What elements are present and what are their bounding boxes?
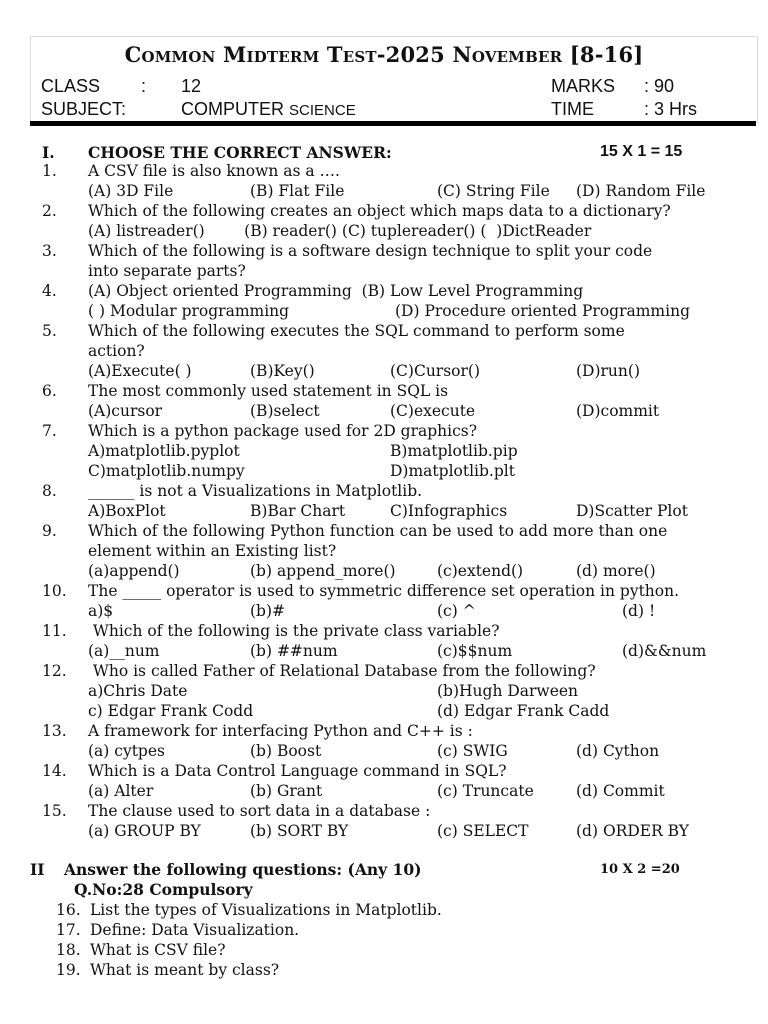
option-b: (b)Hugh Darween (437, 682, 579, 700)
question-number: 17. (56, 921, 81, 939)
option-c: (c) ^ (437, 602, 476, 620)
option-d: (D) Procedure oriented Programming (395, 302, 690, 320)
section-number: II (30, 860, 45, 879)
option-b: (B)select (250, 402, 320, 420)
options-line: (A) Object oriented Programming (B) Low Level Programming (88, 282, 584, 300)
class-separator: : (141, 76, 147, 96)
section-marks: 15 X 1 = 15 (600, 143, 683, 160)
option-c: C)Infographics (390, 502, 508, 520)
question-text: Which of the following is a software design technique to split your code (88, 242, 653, 260)
section-title: CHOOSE THE CORRECT ANSWER: (88, 143, 392, 162)
question-text: element within an Existing list? (88, 542, 337, 560)
question-text: Who is called Father of Relational Database from the following? (88, 662, 596, 680)
question-text: List the types of Visualizations in Matplotlib. (90, 901, 442, 919)
subject-value-main: COMPUTER (181, 99, 284, 119)
question-number: 5. (42, 322, 57, 340)
option-c: (c)$$num (437, 642, 513, 660)
option-a: (A) 3D File (88, 182, 174, 200)
question-number: 1. (42, 162, 57, 180)
question-number: 6. (42, 382, 57, 400)
option-b: (b)# (250, 602, 286, 620)
subject-label: SUBJECT: (41, 99, 127, 119)
option-c: (c) SELECT (437, 822, 529, 840)
question-number: 18. (56, 941, 81, 959)
question-number: 19. (56, 961, 81, 979)
compulsory-note: Q.No:28 Compulsory (74, 880, 253, 899)
question-text: into separate parts? (88, 262, 246, 280)
question-text: A framework for interfacing Python and C++ is : (88, 722, 473, 740)
question-text: ______ is not a Visualizations in Matplotlib. (88, 482, 423, 500)
option-c: (C)Cursor() (390, 362, 480, 380)
question-number: 12. (42, 662, 67, 680)
section-title: Answer the following questions: (Any 10) (64, 860, 422, 879)
question-number: 10. (42, 582, 67, 600)
question-number: 15. (42, 802, 67, 820)
option-c: c) Edgar Frank Codd (88, 702, 254, 720)
marks-value: : 90 (644, 76, 675, 96)
option-d: D)Scatter Plot (576, 502, 688, 520)
question-number: 8. (42, 482, 57, 500)
option-b: (B) Flat File (250, 182, 345, 200)
option-d: (d)&&num (622, 642, 707, 660)
option-b: (b) Grant (250, 782, 323, 800)
option-d: (D) Random File (576, 182, 706, 200)
time-label: TIME (551, 99, 594, 119)
option-b: B)Bar Chart (250, 502, 346, 520)
question-number: 2. (42, 202, 57, 220)
option-d: (d) Cython (576, 742, 660, 760)
question-text: What is meant by class? (90, 961, 280, 979)
question-number: 16. (56, 901, 81, 919)
option-b: (b) Boost (250, 742, 322, 760)
marks-label: MARKS (551, 76, 616, 96)
question-text: Define: Data Visualization. (90, 921, 300, 939)
question-text: The clause used to sort data in a database : (88, 802, 431, 820)
question-text: A CSV file is also known as a …. (88, 162, 340, 180)
exam-title: Common Midterm Test-2025 November [8-16] (124, 42, 644, 67)
question-text: Which of the following creates an object which maps data to a dictionary? (88, 202, 671, 220)
subject-value-small: SCIENCE (289, 102, 356, 119)
section-marks: 10 X 2 =20 (600, 862, 680, 877)
question-text: Which is a python package used for 2D graphics? (88, 422, 478, 440)
option-d: (d) Commit (576, 782, 665, 800)
option-d: (d) more() (576, 562, 656, 580)
option-c: (c)extend() (437, 562, 524, 580)
question-number: 13. (42, 722, 67, 740)
option-b: (b) append_more() (250, 562, 396, 580)
option-c: (C)execute (390, 402, 476, 420)
question-text: Which of the following executes the SQL command to perform some (88, 322, 625, 340)
question-number: 3. (42, 242, 57, 260)
question-number: 7. (42, 422, 57, 440)
option-d: (d) ORDER BY (576, 822, 690, 840)
option-b: (b) SORT BY (250, 822, 349, 840)
option-d: (d) Edgar Frank Cadd (437, 702, 610, 720)
option-c: C)matplotlib.numpy (88, 462, 245, 480)
option-a: (a) cytpes (88, 742, 165, 760)
option-a: (a) Alter (88, 782, 154, 800)
option-a: (a)__num (88, 642, 160, 660)
section-number: I. (42, 143, 55, 162)
option-a: (A)Execute( ) (88, 362, 192, 380)
question-text: The most commonly used statement in SQL is (88, 382, 449, 400)
option-a: a)Chris Date (88, 682, 188, 700)
question-text: Which is a Data Control Language command in SQL? (88, 762, 507, 780)
question-text: Which of the following Python function can be used to add more than one (88, 522, 668, 540)
question-text: What is CSV file? (90, 941, 226, 959)
question-number: 14. (42, 762, 67, 780)
question-number: 4. (42, 282, 57, 300)
question-number: 11. (42, 622, 67, 640)
option-b: B)matplotlib.pip (390, 442, 518, 460)
class-label: CLASS (41, 76, 101, 96)
option-a: A)matplotlib.pyplot (88, 442, 240, 460)
class-value: 12 (181, 76, 202, 96)
option-c: (C) String File (437, 182, 550, 200)
option-d: (D)run() (576, 362, 640, 380)
header-rule (30, 121, 756, 126)
option-a: a)$ (88, 602, 114, 620)
question-number: 9. (42, 522, 57, 540)
option-c: ( ) Modular programming (88, 302, 290, 320)
options-line: (A) listreader() (B) reader() (C) tuplereader() ( )DictReader (88, 222, 592, 240)
option-a: A)BoxPlot (88, 502, 166, 520)
option-d: (D)commit (576, 402, 660, 420)
subject-value (181, 99, 356, 120)
option-d: D)matplotlib.plt (390, 462, 515, 480)
option-c: (c) SWIG (437, 742, 508, 760)
question-text: action? (88, 342, 145, 360)
question-text: Which of the following is the private class variable? (88, 622, 500, 640)
option-a: (A)cursor (88, 402, 163, 420)
time-value: : 3 Hrs (644, 99, 698, 119)
option-a: (a) GROUP BY (88, 822, 201, 840)
option-d: (d) ! (622, 602, 656, 620)
option-b: (b) ##num (250, 642, 338, 660)
option-a: (a)append() (88, 562, 180, 580)
option-b: (B)Key() (250, 362, 315, 380)
question-text: The _____ operator is used to symmetric difference set operation in python. (88, 582, 680, 600)
option-c: (c) Truncate (437, 782, 534, 800)
